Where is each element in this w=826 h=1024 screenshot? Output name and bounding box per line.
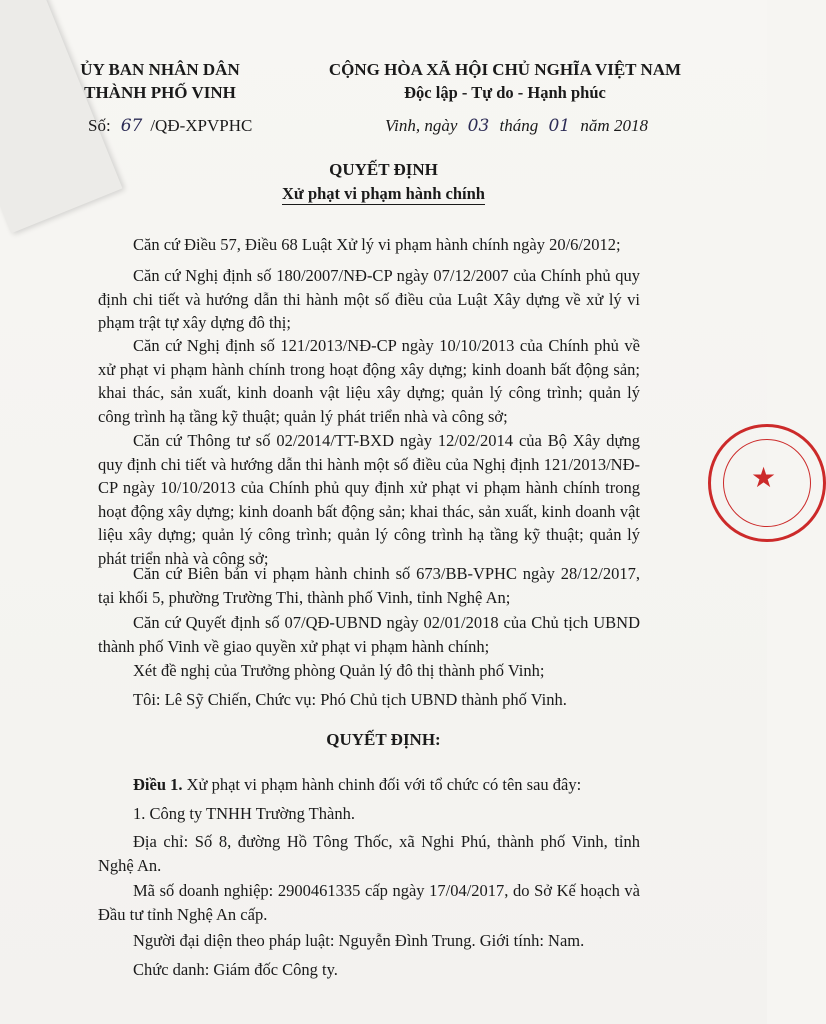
date-month-label: tháng [499, 116, 539, 135]
date-prefix: Vinh, ngày [385, 116, 458, 135]
document-number-handwritten: 67 [120, 116, 143, 136]
issuer-line-2: THÀNH PHỐ VINH [84, 83, 236, 102]
violator-position: Chức danh: Giám đốc Công ty. [133, 960, 338, 979]
violator-name: 1. Công ty TNHH Trường Thành. [133, 804, 355, 823]
decision-heading: QUYẾT ĐỊNH: [326, 730, 441, 749]
issuer-header [60, 58, 260, 104]
document-number-suffix: /QĐ-XPVPHC [150, 116, 253, 135]
legal-basis-paragraph: Căn cứ Điều 57, Điều 68 Luật Xử lý vi phạm hành chính ngày 20/6/2012; [133, 235, 621, 254]
article-1-text: Xử phạt vi phạm hành chinh đối với tổ chức có tên sau đây: [182, 775, 582, 794]
violator-tax-code: Mã số doanh nghiệp: 2900461335 cấp ngày 17/04/2017, do Sở Kế hoạch và Đầu tư tỉnh Nghệ An cấp. [98, 881, 640, 924]
article-1-label: Điều 1. [133, 775, 183, 794]
document-number [88, 116, 252, 136]
date-month-handwritten: 01 [548, 116, 571, 136]
national-motto: Độc lập - Tự do - Hạnh phúc [404, 83, 606, 102]
legal-basis-paragraph: Căn cứ Nghị định số 121/2013/NĐ-CP ngày 10/10/2013 của Chính phủ về xử phạt vi phạm hành chính trong hoạt động xây dựng; kinh doanh bất động sản; khai thác, sản xuất, kinh doanh vật liệu xây dựng; quản lý công trình; quản lý công trình hạ tầng kỹ thuật; quản lý phát triển nhà và công sở; [98, 336, 640, 426]
legal-basis-paragraph: Căn cứ Biên bản vi phạm hành chinh số 673/BB-VPHC ngày 28/12/2017, tại khối 5, phường Trường Thi, thành phố Vinh, tỉnh Nghệ An; [98, 564, 640, 607]
legal-basis-paragraph: Căn cứ Quyết định số 07/QĐ-UBND ngày 02/01/2018 của Chủ tịch UBND thành phố Vinh về giao quyền xử phạt vi phạm hành chính; [98, 613, 640, 656]
red-official-seal [708, 424, 826, 542]
violator-representative: Người đại diện theo pháp luật: Nguyễn Đình Trung. Giới tính: Nam. [133, 931, 585, 950]
legal-basis-paragraph: Căn cứ Thông tư số 02/2014/TT-BXD ngày 12/02/2014 của Bộ Xây dựng quy định chi tiết và hướng dẫn thi hành một số điều của Nghị định 121/2013/NĐ-CP ngày 10/10/2013 của Chính phủ quy định xử phạt vi phạm hành chính trong hoạt động xây dựng; kinh doanh bất động sản; khai thác, sản xuất, kinh doanh vật liệu xây dựng; quản lý công trình; quản lý công trình hạ tầng kỹ thuật; quản lý phát triển nhà và công sở; [98, 431, 640, 568]
date-day-handwritten: 03 [467, 116, 490, 136]
article-1-paragraph [98, 773, 640, 797]
date-year: năm 2018 [580, 116, 648, 135]
violator-address: Địa chỉ: Số 8, đường Hồ Tông Thốc, xã Nghi Phú, thành phố Vinh, tỉnh Nghệ An. [98, 832, 640, 875]
national-header [285, 58, 725, 104]
issuer-line-1: ỦY BAN NHÂN DÂN [80, 60, 240, 79]
signatory-paragraph: Tôi: Lê Sỹ Chiến, Chức vụ: Phó Chủ tịch UBND thành phố Vinh. [133, 690, 567, 709]
document-date [385, 116, 648, 136]
national-title: CỘNG HÒA XÃ HỘI CHỦ NGHĨA VIỆT NAM [328, 60, 682, 79]
legal-basis-paragraph: Căn cứ Nghị định số 180/2007/NĐ-CP ngày 07/12/2007 của Chính phủ quy định chi tiết và hướng dẫn thi hành một số điều của Luật Xây dựng về xử lý vi phạm trật tự xây dựng đô thị; [98, 266, 640, 333]
proposal-paragraph: Xét đề nghị của Trưởng phòng Quản lý đô thị thành phố Vinh; [133, 661, 545, 680]
document-title: QUYẾT ĐỊNH [329, 160, 438, 179]
document-subtitle-text: Xử phạt vi phạm hành chính [282, 184, 485, 203]
document-subtitle [0, 184, 767, 204]
document-number-label: Số: [88, 116, 111, 135]
seal-star-icon: ★ [751, 463, 777, 494]
